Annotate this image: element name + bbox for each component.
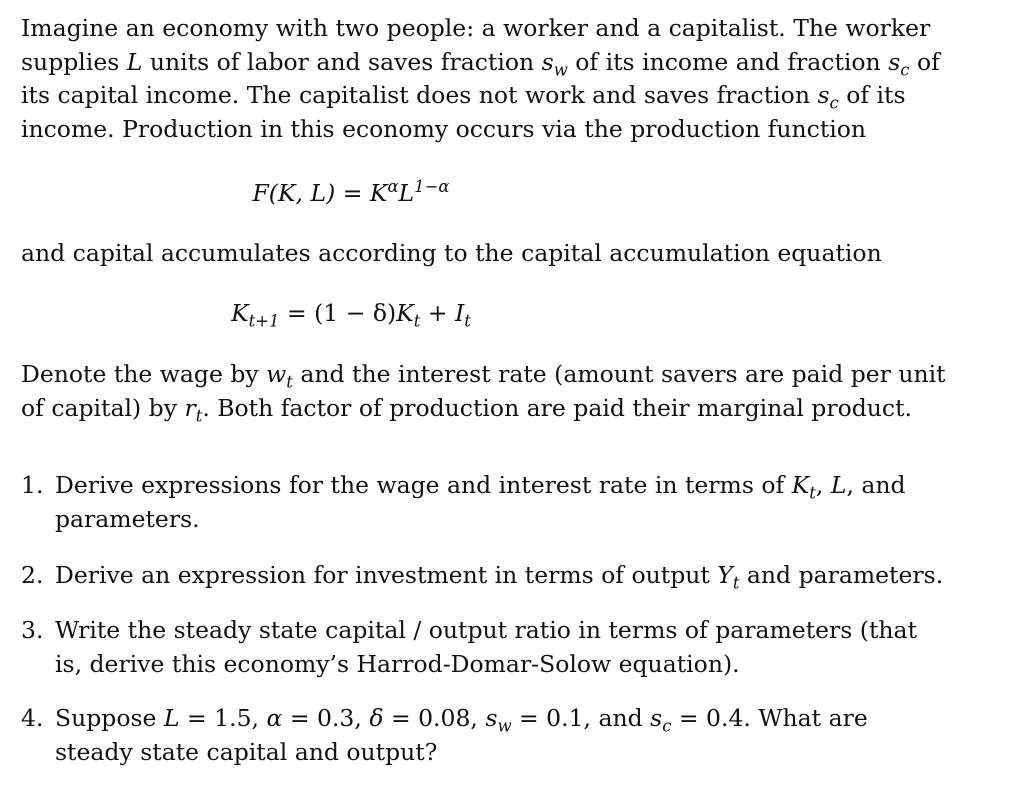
capital-accumulation-equation [21, 297, 681, 331]
eq1-lhs: F(K, L) = [252, 179, 370, 207]
eq1-alpha-exponent: α [387, 177, 399, 197]
var-w-t: $w_t$ [266, 360, 293, 392]
question-number: 3. [21, 616, 44, 644]
question-1 [21, 469, 973, 536]
intro-text: of [916, 47, 940, 76]
question-value: = 0.4. [671, 704, 751, 732]
production-function-equation [21, 177, 681, 211]
intro-paragraph [21, 12, 971, 146]
var-alpha: α [266, 704, 283, 732]
question-number: 1. [21, 471, 44, 499]
question-value: = 0.08, [383, 704, 486, 732]
var-s-w: $s_w$ [485, 704, 512, 736]
intro-text: units of labor and saves fraction [149, 47, 535, 76]
middle-text: and capital accumulates according to the capital accumulation equation [21, 239, 882, 267]
question-text: , and [846, 471, 906, 499]
def-text: and the interest rate (amount savers are paid per unit [300, 360, 946, 388]
definitions-line-1 [21, 358, 971, 392]
intro-text: of its income and fraction [575, 47, 881, 76]
var-L: L [830, 471, 847, 499]
eq2-K: K [231, 299, 249, 327]
eq2-sub-t1: t+1 [248, 311, 280, 331]
eq1-K: K [369, 179, 388, 207]
eq2-sub-t: t [413, 311, 421, 331]
question-number: 4. [21, 704, 44, 732]
intro-text: supplies [21, 47, 120, 76]
var-s-c: $s_c$ [817, 81, 839, 113]
eq2-mid: = (1 − δ) [279, 299, 397, 327]
question-text: is, derive this economy’s Harrod-Domar-Solow equation). [55, 649, 740, 678]
question-value: = 1.5, [179, 704, 267, 732]
question-number: 2. [21, 561, 44, 589]
eq1-L: L [398, 179, 415, 207]
intro-text: of its [846, 81, 906, 109]
var-r-t: $r_t$ [184, 393, 203, 426]
intro-line-1 [21, 12, 971, 46]
def-text: of capital) by [21, 393, 177, 422]
question-text: , [815, 471, 824, 499]
var-s-c: $s_c$ [650, 704, 672, 736]
question-text: Suppose [55, 704, 157, 732]
question-text: and parameters. [746, 561, 944, 589]
eq2-sub-t: t [464, 311, 471, 331]
intro-line-3 [21, 79, 971, 113]
question-text: parameters. [55, 504, 200, 533]
var-delta: δ [369, 704, 384, 732]
var-L: L [126, 47, 143, 76]
intro-line-4 [21, 113, 971, 147]
question-value: = 0.3, [282, 704, 370, 732]
question-text: Derive an expression for investment in terms of output [55, 561, 710, 589]
eq2-plus: + [420, 299, 455, 327]
def-text: Denote the wage by [21, 360, 259, 388]
eq1-one-minus-alpha-exponent: 1−α [414, 177, 450, 197]
var-s-w: $s_w$ [541, 47, 568, 80]
definitions-paragraph [21, 358, 971, 425]
intro-text: its capital income. The capitalist does not work and saves fraction [21, 81, 810, 109]
var-Y-t: $Y_t$ [717, 561, 740, 593]
question-3 [21, 614, 973, 681]
question-text: steady state capital and output? [55, 737, 438, 766]
definitions-line-2 [21, 392, 971, 426]
eq2-I: I [455, 299, 465, 327]
var-L: L [163, 704, 180, 732]
def-text: . Both factor of production are paid their marginal product. [202, 393, 912, 422]
question-text: Derive expressions for the wage and interest rate in terms of [55, 471, 785, 499]
question-2 [21, 559, 973, 593]
question-text: Write the steady state capital / output ratio in terms of parameters (that [55, 616, 918, 644]
question-text: What are [758, 704, 868, 732]
intro-line-2 [21, 46, 971, 80]
question-value: = 0.1, and [511, 704, 651, 732]
question-4 [21, 702, 973, 769]
var-K-t: $K_t$ [791, 471, 816, 503]
accumulation-intro [21, 237, 971, 271]
eq2-K: K [396, 299, 414, 327]
intro-text: income. Production in this economy occurs via the production function [21, 114, 867, 143]
var-s-c: $s_c$ [888, 47, 910, 80]
intro-text: Imagine an economy with two people: a worker and a capitalist. The worker [21, 14, 931, 42]
